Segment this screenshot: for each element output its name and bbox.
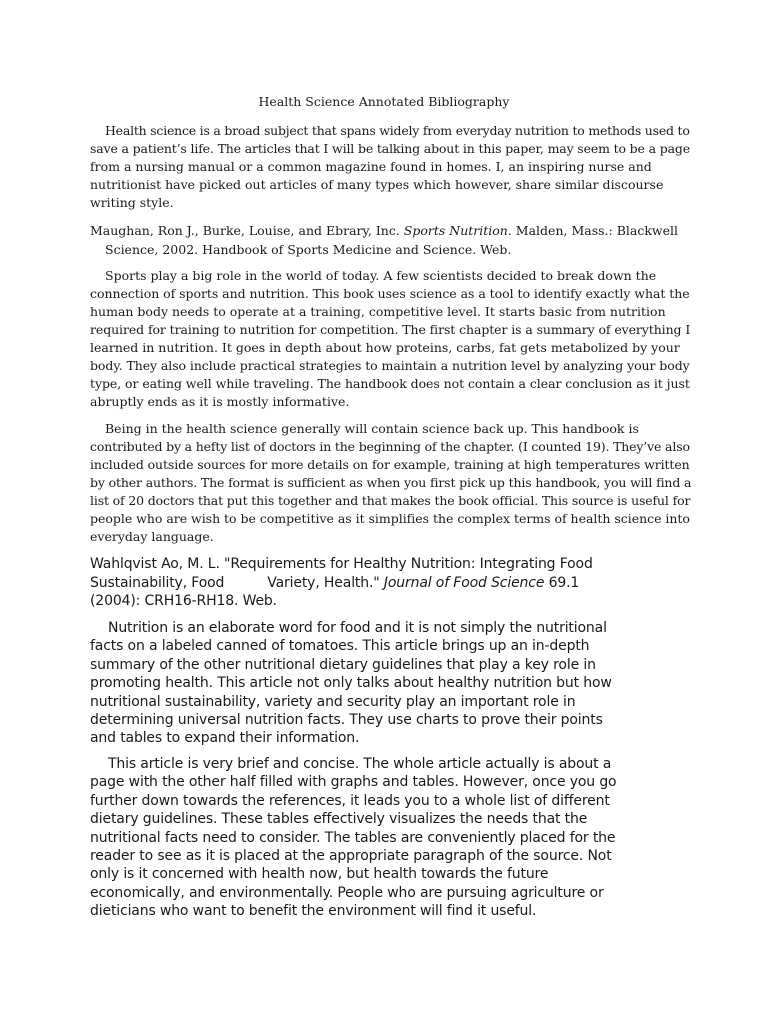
citation-title-part: Sustainability, Food Variety, Health." xyxy=(90,574,384,591)
text-line: dietary guidelines. These tables effectively visualizes the needs that the xyxy=(90,811,588,828)
citation-line xyxy=(90,221,690,240)
text-line: economically, and environmentally. People who are pursuing agriculture or xyxy=(90,884,604,901)
citation-journal-title: Journal of Food Science xyxy=(383,574,545,591)
text-line: connection of sports and nutrition. This book uses science as a tool to identify exactly what the xyxy=(90,286,690,301)
text-line: promoting health. This article not only talks about healthy nutrition but how xyxy=(90,675,612,692)
text-line: This article is very brief and concise. The whole article actually is about a xyxy=(108,756,612,772)
text-line: and tables to expand their information. xyxy=(90,730,360,747)
text-line: facts on a labeled canned of tomatoes. This article brings up an in-depth xyxy=(90,638,590,655)
text-line: page with the other half filled with graphs and tables. However, once you go xyxy=(90,774,617,791)
annotation-paragraph-3 xyxy=(90,619,690,748)
annotation-paragraph-1 xyxy=(90,267,690,411)
text-line: from a nursing manual or a common magazine found in homes. I, an inspiring nurse and xyxy=(90,159,652,174)
text-line: summary of the other nutritional dietary guidelines that play a key role in xyxy=(90,656,596,673)
citation-healthy-nutrition xyxy=(90,555,690,611)
text-line: people who are wish to be competitive as it simplifies the complex terms of health science into xyxy=(90,511,690,526)
text-line: learned in nutrition. It goes in depth about how proteins, carbs, fat gets metabolized by your xyxy=(90,340,680,355)
text-line: save a patient’s life. The articles that I will be talking about in this paper, may seem to be a page xyxy=(90,141,690,156)
text-line: Health science is a broad subject that spans widely from everyday nutrition to methods used to xyxy=(105,123,690,138)
text-line: Nutrition is an elaborate word for food and it is not simply the nutritional xyxy=(108,620,607,636)
citation-line: Science, 2002. Handbook of Sports Medicine and Science. Web. xyxy=(105,242,512,257)
intro-paragraph xyxy=(90,122,690,212)
text-line: further down towards the references, it leads you to a whole list of different xyxy=(90,792,610,809)
text-line: by other authors. The format is sufficient as when you first pick up this handbook, you will find a xyxy=(90,475,692,490)
citation-publisher: . Malden, Mass.: Blackwell xyxy=(507,223,678,238)
citation-book-title: Sports Nutrition xyxy=(403,223,508,238)
text-line: nutritional sustainability, variety and security play an important role in xyxy=(90,693,576,710)
text-line: body. They also include practical strategies to maintain a nutrition level by analyzing your body xyxy=(90,358,690,373)
text-line: human body needs to operate at a training, competitive level. It starts basic from nutrition xyxy=(90,304,666,319)
citation-line: (2004): CRH16-RH18. Web. xyxy=(90,593,277,609)
text-line: included outside sources for more details on for example, training at high temperatures written xyxy=(90,457,690,472)
annotation-paragraph-4 xyxy=(90,755,690,921)
text-line: abruptly ends as it is mostly informative. xyxy=(90,394,350,409)
citation-authors: Maughan, Ron J., Burke, Louise, and Ebrary, Inc. xyxy=(90,223,404,238)
text-line: everyday language. xyxy=(90,529,214,544)
annotation-paragraph-2 xyxy=(90,420,690,546)
text-line: contributed by a hefty list of doctors in the beginning of the chapter. (I counted 19). They’ve also xyxy=(90,439,690,454)
citation-sports-nutrition xyxy=(90,221,690,259)
text-line: writing style. xyxy=(90,195,174,210)
text-line: Sports play a big role in the world of today. A few scientists decided to break down the xyxy=(105,268,657,283)
text-line: only is it concerned with health now, but health towards the future xyxy=(90,866,549,883)
text-line: reader to see as it is placed at the appropriate paragraph of the source. Not xyxy=(90,848,612,865)
citation-line xyxy=(90,574,690,593)
text-line: type, or eating well while traveling. The handbook does not contain a clear conclusion as it just xyxy=(90,376,690,391)
document-title: Health Science Annotated Bibliography xyxy=(258,94,510,109)
text-line: dieticians who want to benefit the environment will find it useful. xyxy=(90,903,537,920)
text-line: nutritionist have picked out articles of many types which however, share similar discourse xyxy=(90,177,664,192)
citation-line: Wahlqvist Ao, M. L. "Requirements for Healthy Nutrition: Integrating Food xyxy=(90,556,593,572)
citation-volume: 69.1 xyxy=(544,574,580,591)
text-line: determining universal nutrition facts. They use charts to prove their points xyxy=(90,712,603,729)
text-line: required for training to nutrition for competition. The first chapter is a summary of everything I xyxy=(90,322,691,337)
text-line: Being in the health science generally will contain science back up. This handbook is xyxy=(105,421,639,436)
text-line: list of 20 doctors that put this together and that makes the book official. This source is useful for xyxy=(90,493,691,508)
text-line: nutritional facts need to consider. The tables are conveniently placed for the xyxy=(90,829,616,846)
